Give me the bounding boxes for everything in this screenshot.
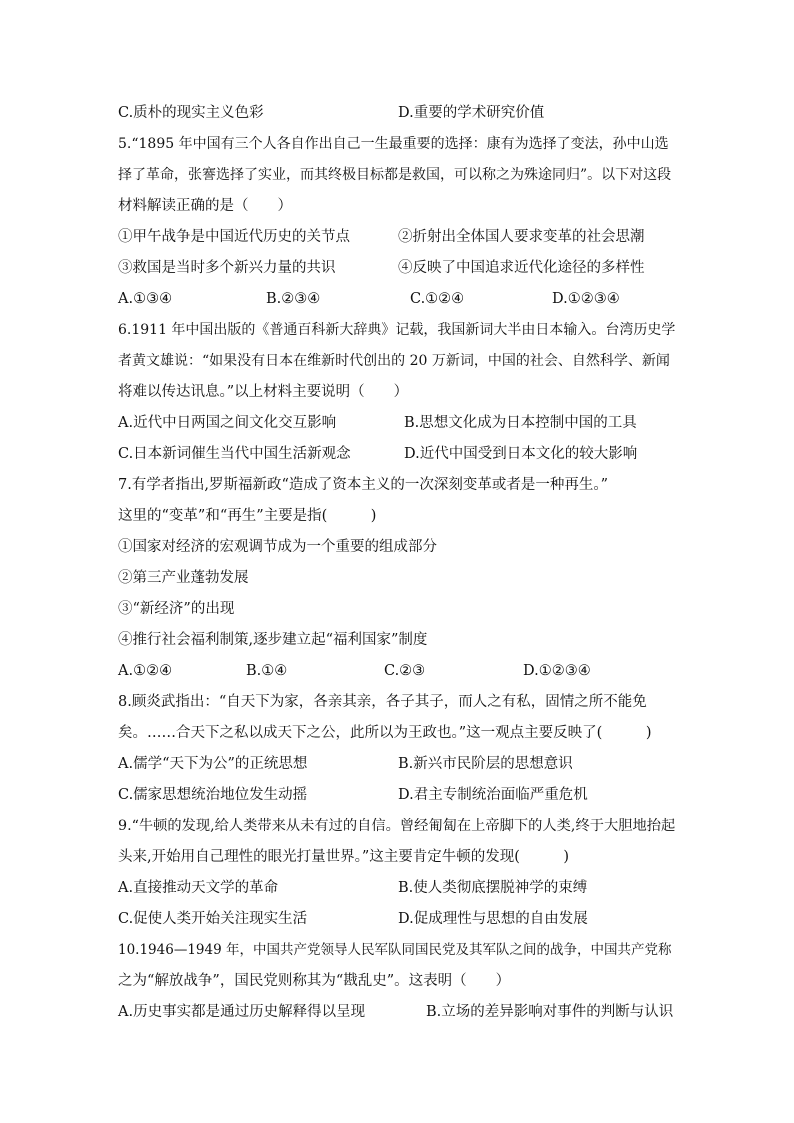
q10-stem-line-1: 10.1946—1949 年，中国共产党领导人民军队同国民党及其军队之间的战争，中国共产党称: [118, 942, 672, 958]
q9-option-a: A.直接推动天文学的革命: [118, 880, 279, 896]
q5-item-1: ①甲午战争是中国近代历史的关节点: [118, 229, 350, 245]
q6-option-a: A.近代中日两国之间文化交互影响: [118, 415, 337, 431]
q10-option-a: A.历史事实都是通过历史解释得以呈现: [118, 1004, 366, 1020]
q9-stem-line-2: 头来,开始用自己理性的眼光打量世界。”这主要肯定牛顿的发现( ): [118, 849, 570, 865]
q5-option-d: D.①②③④: [552, 291, 620, 307]
q5-stem-line-1: 5.“1895 年中国有三个人各自作出自己一生最重要的选择：康有为选择了变法，孙中山选: [118, 136, 669, 152]
q5-option-a: A.①③④: [118, 291, 173, 307]
q8-stem-line-1: 8.顾炎武指出：“自天下为家，各亲其亲，各子其子，而人之有私，固情之所不能免: [118, 694, 647, 710]
q7-item-2: ②第三产业蓬勃发展: [118, 570, 249, 586]
q5-option-c: C.①②④: [410, 291, 465, 307]
q5-stem-line-2: 择了革命，张謇选择了实业，而其终极目标都是救国，可以称之为殊途同归”。以下对这段: [118, 167, 672, 183]
q5-stem-line-3: 材料解读正确的是（ ）: [118, 198, 292, 214]
q5-item-4: ④反映了中国追求近代化途径的多样性: [398, 260, 645, 276]
q8-option-d: D.君主专制统治面临严重危机: [398, 787, 588, 803]
q7-option-d: D.①②③④: [523, 663, 591, 679]
q6-stem-line-3: 将难以传达讯息。”以上材料主要说明（ ）: [118, 384, 409, 400]
q7-option-c: C.②③: [384, 663, 426, 679]
q9-option-b: B.使人类彻底摆脱神学的束缚: [398, 880, 588, 896]
q8-option-a: A.儒学“天下为公”的正统思想: [118, 756, 308, 772]
q8-option-b: B.新兴市民阶层的思想意识: [398, 756, 573, 772]
q8-option-c: C.儒家思想统治地位发生动摇: [118, 787, 308, 803]
q5-option-b: B.②③④: [266, 291, 321, 307]
q9-option-c: C.促使人类开始关注现实生活: [118, 911, 308, 927]
q6-stem-line-1: 6.1911 年中国出版的《普通百科新大辞典》记载，我国新词大半由日本输入。台湾历史学: [118, 322, 676, 338]
q10-option-b: B.立场的差异影响对事件的判断与认识: [426, 1004, 674, 1020]
q6-stem-line-2: 者黄文雄说：“如果没有日本在维新时代创出的 20 万新词，中国的社会、自然科学、新闻: [118, 353, 670, 369]
q7-stem-line-2: 这里的“变革”和“再生”主要是指( ): [118, 508, 377, 524]
q7-item-4: ④推行社会福利制策,逐步建立起“福利国家”制度: [118, 632, 428, 648]
q7-item-1: ①国家对经济的宏观调节成为一个重要的组成部分: [118, 539, 437, 555]
q9-stem-line-1: 9.“牛顿的发现,给人类带来从未有过的自信。曾经匍匐在上帝脚下的人类,终于大胆地抬起: [118, 818, 676, 834]
q9-option-d: D.促成理性与思想的自由发展: [398, 911, 588, 927]
q6-option-d: D.近代中国受到日本文化的较大影响: [404, 446, 638, 462]
q5-item-2: ②折射出全体国人要求变革的社会思潮: [398, 229, 645, 245]
q6-option-c: C.日本新词催生当代中国生活新观念: [118, 446, 351, 462]
q4-option-d: D.重要的学术研究价值: [398, 105, 545, 121]
q7-option-a: A.①②④: [118, 663, 173, 679]
q7-stem-line-1: 7.有学者指出,罗斯福新政“造成了资本主义的一次深刻变革或者是一种再生。”: [118, 477, 609, 493]
q5-item-3: ③救国是当时多个新兴力量的共识: [118, 260, 336, 276]
q7-option-b: B.①④: [246, 663, 288, 679]
q10-stem-line-2: 之为“解放战争”，国民党则称其为“戡乱史”。这表明（ ）: [118, 973, 511, 989]
q4-option-c: C.质朴的现实主义色彩: [118, 105, 264, 121]
q6-option-b: B.思想文化成为日本控制中国的工具: [404, 415, 637, 431]
q8-stem-line-2: 矣。……合天下之私以成天下之公，此所以为王政也。”这一观点主要反映了( ): [118, 725, 652, 741]
q7-item-3: ③“新经济”的出现: [118, 601, 235, 617]
